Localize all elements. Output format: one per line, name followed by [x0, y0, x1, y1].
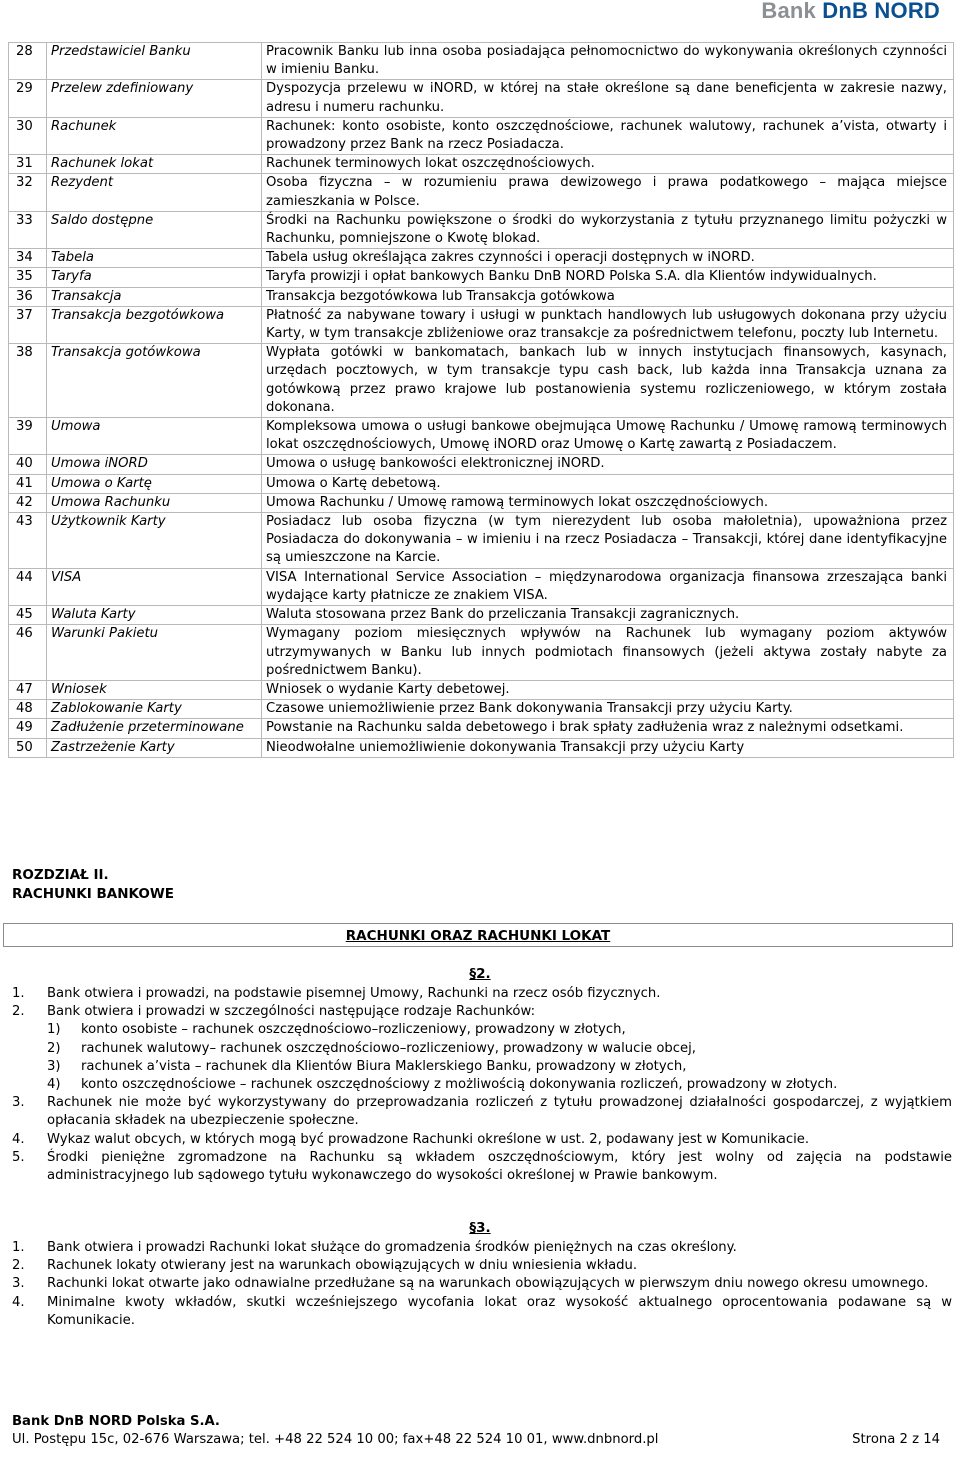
table-row — [9, 287, 954, 306]
table-row — [9, 211, 954, 248]
definition-number: 40 — [9, 455, 47, 474]
table-row — [9, 455, 954, 474]
table-row — [9, 625, 954, 681]
sub-list-item-number: 1) — [47, 1022, 61, 1038]
definition-number: 45 — [9, 606, 47, 625]
paragraph-2-list — [12, 985, 952, 1185]
definition-term: Transakcja bezgotówkowa — [47, 306, 262, 343]
definition-term: Transakcja gotówkowa — [47, 344, 262, 418]
definition-description: Pracownik Banku lub inna osoba posiadająca pełnomocnictwo do wykonywania określonych czynności w imieniu Banku. — [262, 43, 954, 80]
definition-term: Umowa iNORD — [47, 455, 262, 474]
list-item — [12, 1094, 952, 1130]
definition-description: VISA International Service Association – międzynarodowa organizacja finansowa zrzeszająca banki wydające karty płatnicze ze znakiem VISA. — [262, 568, 954, 605]
paragraph-2-number: 2. — [476, 966, 491, 982]
definition-description: Tabela usług określająca zakres czynności i operacji dostępnych w iNORD. — [262, 249, 954, 268]
definition-description: Umowa o usługę bankowości elektronicznej iNORD. — [262, 455, 954, 474]
footer-address: Ul. Postępu 15c, 02-676 Warszawa; tel. +48 22 524 10 00; fax+48 22 524 10 01, www.dnbnord.pl — [12, 1432, 659, 1447]
sub-list-item-text: konto osobiste – rachunek oszczędnościowo–rozliczeniowy, prowadzony w złotych, — [81, 1022, 626, 1038]
definition-description: Taryfa prowizji i opłat bankowych Banku DnB NORD Polska S.A. dla Klientów indywidualnych. — [262, 268, 954, 287]
sub-list-item-text: rachunek walutowy– rachunek oszczędnościowo–rozliczeniowy, prowadzony w walucie obcej, — [81, 1040, 696, 1056]
definition-description: Transakcja bezgotówkowa lub Transakcja gotówkowa — [262, 287, 954, 306]
table-row — [9, 493, 954, 512]
logo-bank-text: Bank — [761, 0, 816, 23]
definition-description: Płatność za nabywane towary i usługi w punktach handlowych lub usługowych dokonana przy użyciu Karty, w tym transakcje zbliżeniowe oraz transakcje za pośrednictwem telefonu, poczty lub Internetu. — [262, 306, 954, 343]
definition-term: Waluta Karty — [47, 606, 262, 625]
definition-number: 39 — [9, 418, 47, 455]
table-row — [9, 474, 954, 493]
list-item — [12, 1239, 952, 1257]
table-row — [9, 606, 954, 625]
list-item-text: Rachunek nie może być wykorzystywany do przeprowadzania rozliczeń z tytułu prowadzonej działalności gospodarczej, z wyjątkiem opłacania składek na ubezpieczenie społeczne. — [47, 1095, 952, 1129]
definition-description: Czasowe uniemożliwienie przez Bank dokonywania Transakcji przy użyciu Karty. — [262, 700, 954, 719]
definition-description: Waluta stosowana przez Bank do przeliczania Transakcji zagranicznych. — [262, 606, 954, 625]
definition-number: 46 — [9, 625, 47, 681]
chapter-title: RACHUNKI BANKOWE — [12, 885, 174, 902]
table-row — [9, 174, 954, 211]
definition-description: Wymagany poziom miesięcznych wpływów na Rachunek lub wymagany poziom aktywów utrzymywanych w Banku lub innych podmiotach finansowych (jeżeli aktywa zostały nabyte za pośrednictwem Banku). — [262, 625, 954, 681]
table-row — [9, 155, 954, 174]
sub-list-item — [12, 1058, 952, 1076]
definition-number: 50 — [9, 738, 47, 757]
list-item-number: 2. — [12, 1004, 25, 1020]
definition-description: Posiadacz lub osoba fizyczna (w tym nierezydent lub osoba małoletnia), upoważniona przez Posiadacza do dokonywania – w imieniu i na rzecz Posiadacza – Transakcji, której dane identyfikacyjne są umieszczone na Karcie. — [262, 513, 954, 569]
definition-term: Umowa — [47, 418, 262, 455]
definition-term: Taryfa — [47, 268, 262, 287]
sub-list-item-number: 3) — [47, 1058, 61, 1074]
sub-list-item-number: 2) — [47, 1040, 61, 1056]
list-item-number: 1. — [12, 1240, 25, 1255]
list-item — [12, 1131, 952, 1149]
paragraph-3-heading — [0, 1220, 960, 1236]
definition-number: 35 — [9, 268, 47, 287]
definition-number: 34 — [9, 249, 47, 268]
definition-term: Transakcja — [47, 287, 262, 306]
table-row — [9, 738, 954, 757]
definition-term: Wniosek — [47, 680, 262, 699]
table-row — [9, 418, 954, 455]
paragraph-3-list — [12, 1239, 952, 1330]
definition-term: Przedstawiciel Banku — [47, 43, 262, 80]
definition-description: Środki na Rachunku powiększone o środki do wykorzystania z tytułu przyznanego limitu pożyczki w Rachunku, pomniejszone o Kwotę blokad. — [262, 211, 954, 248]
definition-number: 36 — [9, 287, 47, 306]
table-row — [9, 306, 954, 343]
definition-number: 44 — [9, 568, 47, 605]
definition-description: Wniosek o wydanie Karty debetowej. — [262, 680, 954, 699]
definition-number: 48 — [9, 700, 47, 719]
list-item-text: Rachunki lokat otwarte jako odnawialne przedłużane są na warunkach obowiązujących w pierwszym dniu nowego okresu umownego. — [47, 1276, 929, 1292]
definition-number: 41 — [9, 474, 47, 493]
sub-list-item-text: rachunek a’vista – rachunek dla Klientów Biura Maklerskiego Banku, prowadzony w złotych, — [81, 1058, 687, 1074]
definition-term: Przelew zdefiniowany — [47, 80, 262, 117]
definition-description: Osoba fizyczna – w rozumieniu prawa dewizowego i prawa podatkowego – mająca miejsce zamieszkania w Polsce. — [262, 174, 954, 211]
page-footer — [12, 1413, 940, 1449]
definition-term: VISA — [47, 568, 262, 605]
list-item — [12, 1257, 952, 1275]
table-row — [9, 513, 954, 569]
list-item-text: Rachunek lokaty otwierany jest na warunkach obowiązujących w dniu wniesienia wkładu. — [47, 1258, 638, 1274]
definition-number: 30 — [9, 117, 47, 154]
table-row — [9, 80, 954, 117]
logo-nord-text: NORD — [874, 0, 940, 23]
definition-description: Rachunek: konto osobiste, konto oszczędnościowe, rachunek walutowy, rachunek a’vista, otwarty i prowadzony przez Bank na rzecz Posiadacza. — [262, 117, 954, 154]
list-item-text: Bank otwiera i prowadzi w szczególności następujące rodzaje Rachunków: — [47, 1004, 536, 1020]
footer-company: Bank DnB NORD Polska S.A. — [12, 1414, 220, 1429]
table-row — [9, 43, 954, 80]
list-item — [12, 1275, 952, 1293]
list-item-number: 3. — [12, 1095, 25, 1111]
definition-description: Kompleksowa umowa o usługi bankowe obejmująca Umowę Rachunku / Umowę ramową terminowych lokat oszczędnościowych, Umowę iNORD oraz Umowę o Kartę zawartą z Posiadaczem. — [262, 418, 954, 455]
sub-list-item — [12, 1076, 952, 1094]
bank-logo — [761, 0, 940, 22]
definition-number: 33 — [9, 211, 47, 248]
definition-description: Wypłata gotówki w bankomatach, bankach lub w innych instytucjach finansowych, kasynach, urzędach pocztowych, w tym transakcje typu cash back, lub każda inna Transakcja uznana za gotówkową przez prawo krajowe lub postanowienia systemu rozliczeniowego, w którym została dokonana. — [262, 344, 954, 418]
definition-term: Użytkownik Karty — [47, 513, 262, 569]
sub-list-item — [12, 1040, 952, 1058]
definition-term: Umowa Rachunku — [47, 493, 262, 512]
chapter-number: ROZDZIAŁ II. — [12, 867, 109, 883]
section-title-box — [3, 923, 953, 947]
definition-term: Saldo dostępne — [47, 211, 262, 248]
definition-term: Zadłużenie przeterminowane — [47, 719, 262, 738]
list-item-text: Minimalne kwoty wkładów, skutki wcześniejszego wycofania lokat oraz wysokość aktualnego oprocentowania podawane są w Komunikacie. — [47, 1294, 952, 1328]
definition-number: 47 — [9, 680, 47, 699]
list-item-number: 3. — [12, 1276, 25, 1292]
sub-list-item — [12, 1021, 952, 1039]
section-title: RACHUNKI ORAZ RACHUNKI LOKAT — [345, 928, 611, 944]
definition-description: Umowa Rachunku / Umowę ramową terminowych lokat oszczędnościowych. — [262, 493, 954, 512]
paragraph-3-number: 3. — [476, 1220, 491, 1236]
definition-number: 49 — [9, 719, 47, 738]
logo-dnb-text: DnB — [822, 0, 869, 23]
table-row — [9, 117, 954, 154]
definition-description: Dyspozycja przelewu w iNORD, w której na stałe określone są dane beneficjenta w zakresie nazwy, adresu i numeru rachunku. — [262, 80, 954, 117]
list-item — [12, 1149, 952, 1185]
list-item-number: 4. — [12, 1131, 25, 1147]
table-row — [9, 568, 954, 605]
definition-term: Rachunek — [47, 117, 262, 154]
paragraph-sign: § — [469, 966, 477, 982]
definition-description: Nieodwołalne uniemożliwienie dokonywania Transakcji przy użyciu Karty — [262, 738, 954, 757]
definition-description: Umowa o Kartę debetową. — [262, 474, 954, 493]
definitions-table — [8, 42, 954, 758]
definition-number: 31 — [9, 155, 47, 174]
definition-number: 29 — [9, 80, 47, 117]
list-item-text: Środki pieniężne zgromadzone na Rachunku są wkładem oszczędnościowym, który jest wolny od zajęcia na podstawie administracyjnego lub sądowego tytułu wykonawczego do wysokości określonej w Prawie bankowym. — [47, 1149, 952, 1184]
definition-term: Rachunek lokat — [47, 155, 262, 174]
definition-number: 32 — [9, 174, 47, 211]
definition-number: 43 — [9, 513, 47, 569]
table-row — [9, 680, 954, 699]
chapter-heading — [12, 866, 174, 903]
definition-description: Rachunek terminowych lokat oszczędnościowych. — [262, 155, 954, 174]
definition-description: Powstanie na Rachunku salda debetowego i brak spłaty zadłużenia wraz z należnymi odsetkami. — [262, 719, 954, 738]
definition-term: Warunki Pakietu — [47, 625, 262, 681]
list-item-text: Bank otwiera i prowadzi Rachunki lokat służące do gromadzenia środków pieniężnych na czas określony. — [47, 1240, 737, 1255]
list-item — [12, 1294, 952, 1330]
list-item-number: 2. — [12, 1258, 25, 1274]
definition-number: 37 — [9, 306, 47, 343]
list-item — [12, 985, 952, 1003]
definition-number: 28 — [9, 43, 47, 80]
table-row — [9, 249, 954, 268]
list-item-text: Bank otwiera i prowadzi, na podstawie pisemnej Umowy, Rachunki na rzecz osób fizycznych. — [47, 986, 661, 1001]
definition-term: Zablokowanie Karty — [47, 700, 262, 719]
page-number: Strona 2 z 14 — [852, 1432, 940, 1447]
table-row — [9, 268, 954, 287]
sub-list-item-text: konto oszczędnościowe – rachunek oszczędnościowy z możliwością dokonywania rozliczeń, prowadzony w złotych. — [81, 1077, 838, 1093]
paragraph-2-heading — [0, 966, 960, 982]
definition-term: Tabela — [47, 249, 262, 268]
paragraph-sign: § — [469, 1220, 477, 1236]
list-item-number: 5. — [12, 1149, 25, 1165]
definition-number: 38 — [9, 344, 47, 418]
list-item-text: Wykaz walut obcych, w których mogą być prowadzone Rachunki określone w ust. 2, podawany jest w Komunikacie. — [47, 1131, 810, 1147]
sub-list-item-number: 4) — [47, 1077, 61, 1093]
table-row — [9, 344, 954, 418]
table-row — [9, 719, 954, 738]
definition-term: Rezydent — [47, 174, 262, 211]
definition-number: 42 — [9, 493, 47, 512]
list-item-number: 1. — [12, 986, 25, 1001]
list-item — [12, 1003, 952, 1021]
table-row — [9, 700, 954, 719]
definition-term: Umowa o Kartę — [47, 474, 262, 493]
definition-term: Zastrzeżenie Karty — [47, 738, 262, 757]
list-item-number: 4. — [12, 1294, 25, 1310]
